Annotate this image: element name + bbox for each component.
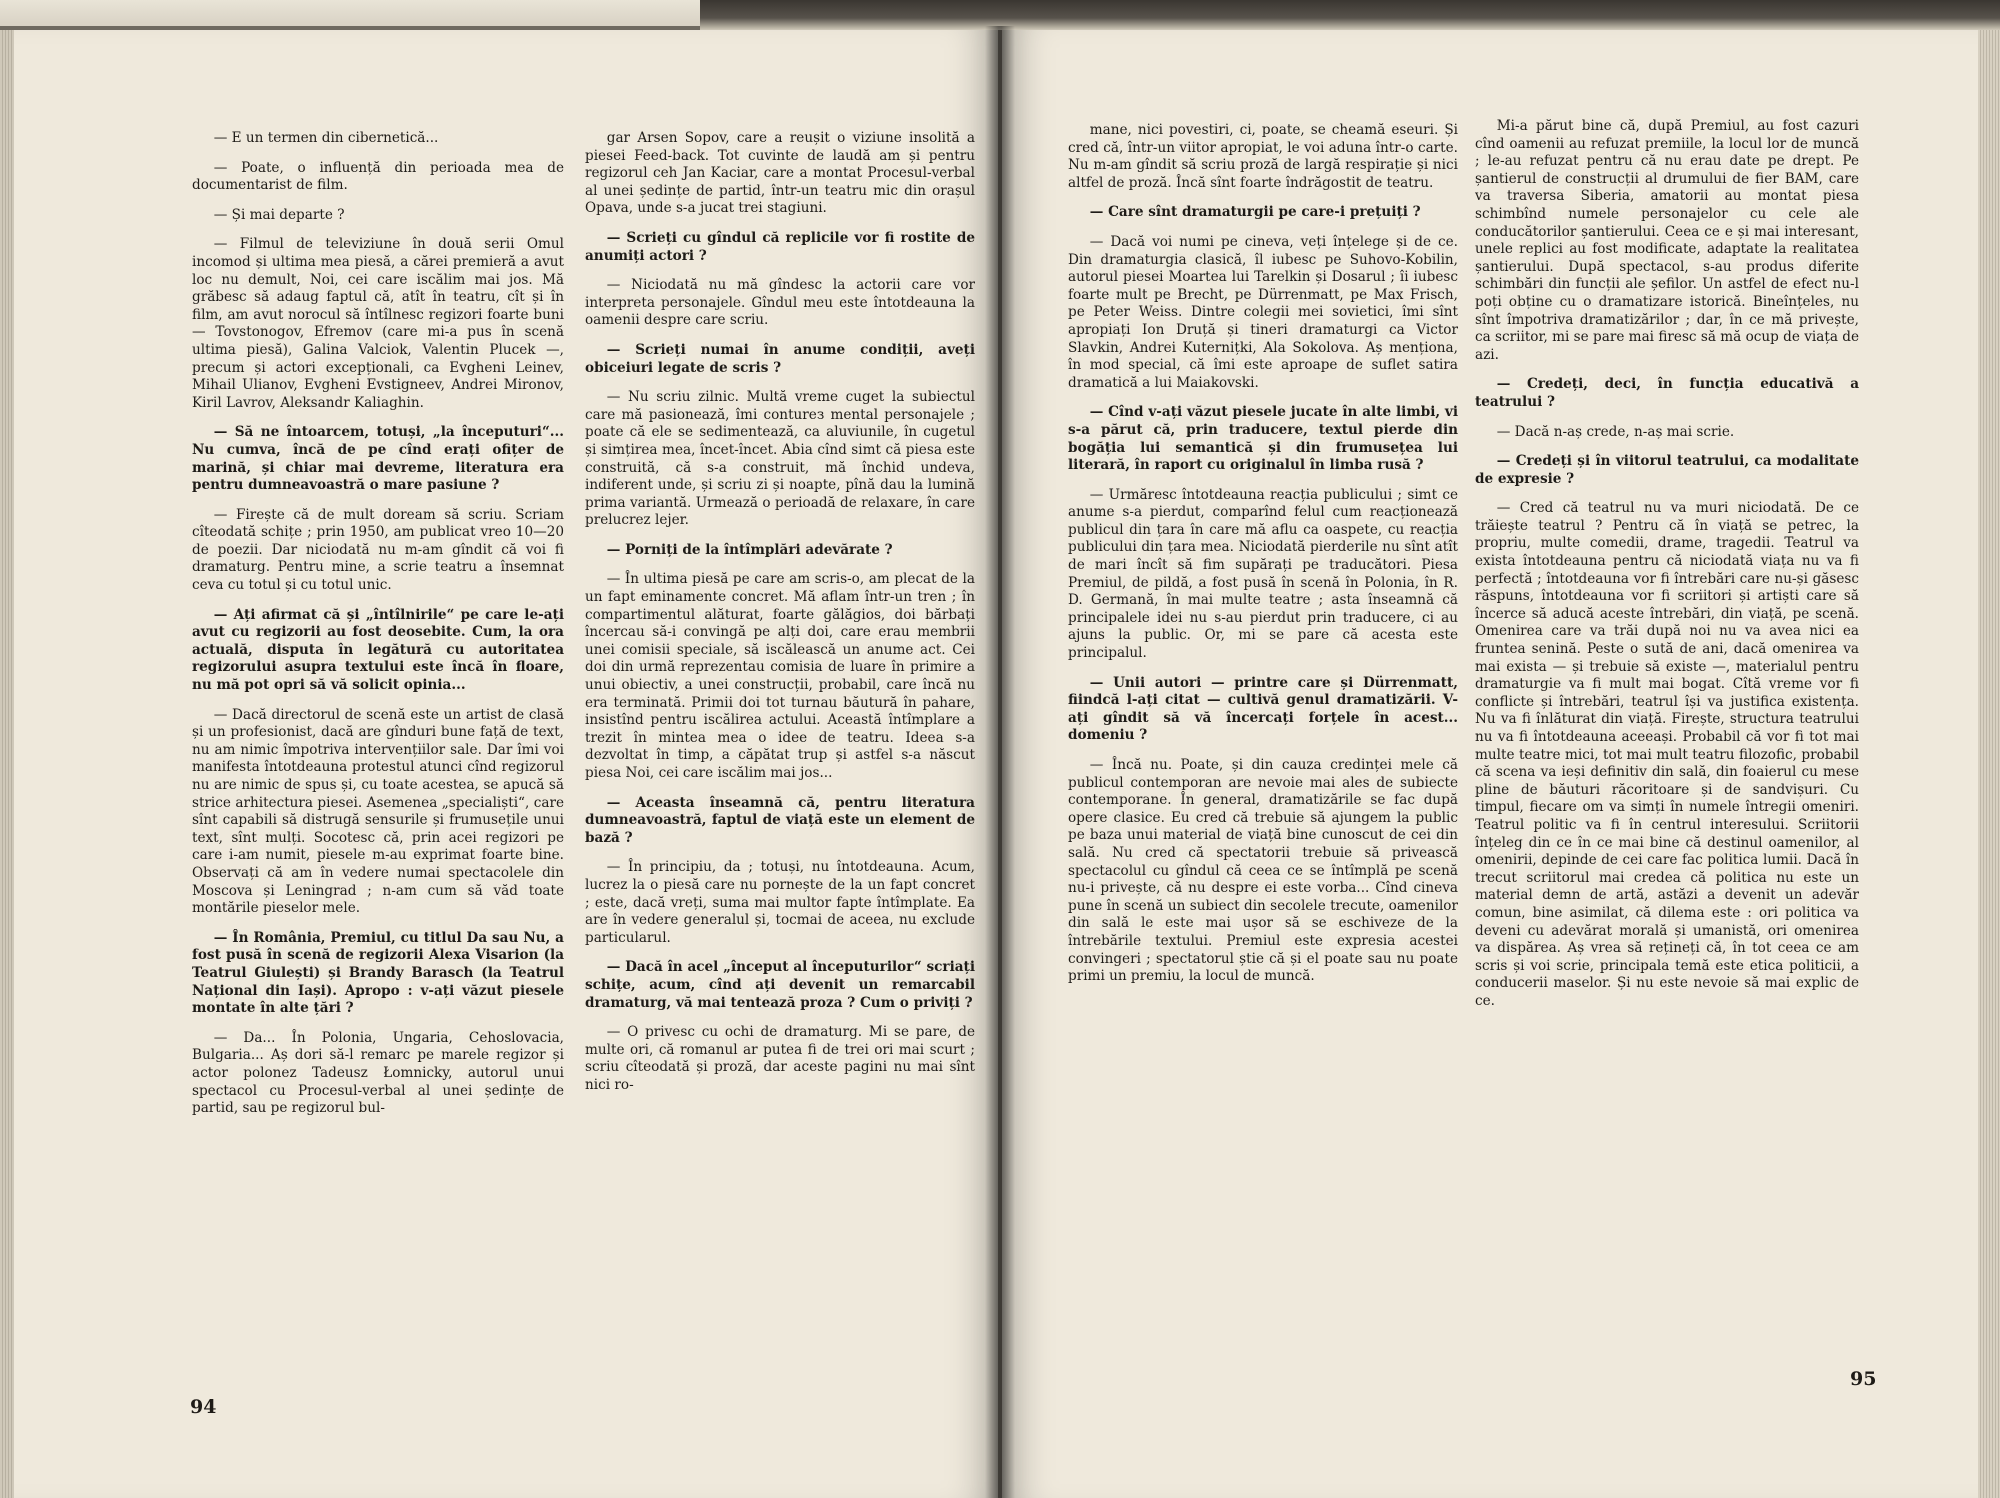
left-page <box>0 30 998 1498</box>
interview-paragraph: — O privesc cu ochi de dramaturg. Mi se pare, de multe ori, că romanul ar putea fi de trei ori mai scurt ; scriu cîteodată și proză, dar aceste pagini nu mai sînt nici ro- <box>585 1024 975 1093</box>
interview-question: — Care sînt dramaturgii pe care-i prețuiți ? <box>1089 204 1421 221</box>
interview-paragraph: — Dacă n-aș crede, n-aș mai scrie. <box>1496 423 1735 440</box>
interview-paragraph: — Dacă directorul de scenă este un artist de clasă și un profesionist, dacă are gînduri bune față de text, nu am nimic împotriva intervențiilor sale. Dar îmi voi manifesta întotdeauna protestul atunci cînd regizorul nu are nimic de spus și, cu toate acestea, se apucă să strice arhitectura piesei. Asemenea „specialiști“, care sînt capabili să distrugă sensurile și frumusețile unui text, sînt mulți. Socotesc că, prin acei regizori pe care i-am numit, piesele m-au exprimat foarte bine. Observați că am în vedere numai spectacolele din Moscova și Leningrad ; n-am cum să văd toate montările pieselor mele. <box>192 706 564 917</box>
interview-question: — Ați afirmat că și „întîlnirile“ pe care le-ați avut cu regizorii au fost deosebite. Cum, la ora actuală, disputa în legătură cu autoritatea regizorului asupra textului este încă în floare, nu mă pot opri să vă solicit opinia... <box>192 606 564 694</box>
interview-question: — Porniți de la întîmplări adevărate ? <box>606 541 893 558</box>
interview-question: — Credeți, deci, în funcția educativă a teatrului ? <box>1475 376 1859 410</box>
interview-paragraph: gar Arsen Sopov, care a reușit o viziune insolită a piesei Feed-back. Tot cuvinte de laudă am și pentru regizorul ceh Jan Kaciar, care a montat Procesul-verbal al unei ședințe de partid, într-un teatru mic din orașul Opava, unde s-a jucat trei stagiuni. <box>585 130 975 217</box>
interview-question: — Scrieți numai în anume condiții, aveți obiceiuri legate de scris ? <box>585 341 975 376</box>
article-column-4 <box>1475 118 1859 1023</box>
interview-paragraph: — Niciodată nu mă gîndesc la actorii care vor interpreta personajele. Gîndul meu este întotdeauna la oamenii despre care scriu. <box>585 277 975 329</box>
page-number-left: 94 <box>190 1396 217 1418</box>
interview-question: — Să ne întoarcem, totuși, „la începuturi“... Nu cumva, încă de pe cînd erați ofițer de marină, și chiar mai devreme, literatura era pentru dumneavoastră o mare pasiune ? <box>192 424 564 494</box>
interview-paragraph: Mi-a părut bine că, după Premiul, au fost cazuri cînd oamenii au refuzat premiile, la locul lor de muncă ; le-au refuzat pentru că nu erau date pe drept. Pe șantierul de construcții al drumului de fier BAM, care va traversa Siberia, amatorii au montat piesa schimbînd numele personajelor cu cele ale conducătorilor șantierului. Ceea ce e și mai interesant, unele replici au fost modificate, adaptate la realitatea șantierului. După spectacol, s-au produs diferite schimbări din funcții ale șefilor. Un astfel de efect nu-l poți obține cu o dramatizare istorică. Bineînțeles, nu sînt împotriva dramatizărilor ; dar, în ce mă privește, ca scriitor, mi se pare mai firesc să mă ocup de viața de azi. <box>1475 118 1859 363</box>
interview-paragraph: — Încă nu. Poate, și din cauza credinței mele că publicul contemporan are nevoie mai ales de subiecte contemporane. În general, dramatizările se fac după opere clasice. Eu cred că trebuie să ajungem la public pe baza unui material de viață bine cunoscut de cei din sală. Nu cred că spectatorii trebuie să privească spectacolul cu gîndul că ceea ce se întîmplă pe scenă nu-i privește, că nu despre ei este vorba... Cînd cineva pune în scenă un subiect din secolele trecute, oamenilor din sală le este mai ușor să se eschiveze de la întrebările textului. Premiul este expresia acestei convingeri ; spectatorul știe că și el poate sau nu poate primi un premiu, la locul de muncă. <box>1068 757 1458 985</box>
interview-paragraph: — Nu scriu zilnic. Multă vreme cuget la subiectul care mă pasionează, îmi contureз mental personajele ; poate că ele se sedimentează, ca aluviunile, în cugetul și simțirea mea, încet-încet. Abia cînd simt că piesa este construită, că s-a construit, mă închid undeva, indiferent unde, și scriu zi și noapte, pînă dau la lumină prima variantă. Urmează o perioadă de relaxare, în care prelucrez lejer. <box>585 389 975 529</box>
interview-question: — Unii autori — printre care și Dürrenmatt, fiindcă l-ați citat — cultivă genul dramatizării. V-ați gîndit să vă încercați forțele în acest... domeniu ? <box>1068 674 1458 744</box>
page-edge-right <box>1978 30 2000 1498</box>
interview-paragraph: — Poate, o influență din perioada mea de documentarist de film. <box>192 159 564 194</box>
interview-paragraph: — Firește că de mult doream să scriu. Scriam cîteodată schițe ; prin 1950, am publicat vreo 10—20 de poezii. Dar niciodată nu m-am gîndit că voi fi dramaturg. Pentru mine, a scrie teatru a însemnat ceva cu totul și cu totul unic. <box>192 506 564 594</box>
interview-paragraph: mane, nici povestiri, ci, poate, se cheamă eseuri. Și cred că, într-un viitor apropiat, le voi aduna într-o carte. Nu m-am gîndit să scriu proză de largă respirație și nici altfel de proză. Încă sînt foarte îndrăgostit de teatru. <box>1068 122 1458 191</box>
interview-paragraph: — E un termen din cibernetică... <box>213 130 439 146</box>
right-page <box>1002 30 2000 1498</box>
article-column-2 <box>585 130 975 1107</box>
interview-paragraph: — Urmăresc întotdeauna reacția publicului ; simt ce anume s-a pierdut, comparînd felul cum reacționează publicul din țara în care mă aflu ca oaspete, cu reacția publicului din țara mea. Niciodată pierderile nu sînt atît de mari încît să fim supărați pe traducători. Piesa Premiul, de pildă, a fost pusă în scenă în Polonia, în R. D. Germană, în mai multe teatre ; asta înseamnă că principalele idei nu s-au pierdut prin traducere, ci au ajuns la public. Or, mi se pare că acesta este principalul. <box>1068 486 1458 662</box>
page-edge-left <box>0 30 14 1498</box>
gutter-shadow <box>985 26 1015 1498</box>
interview-question: — Credeți și în viitorul teatrului, ca modalitate de expresie ? <box>1475 453 1859 487</box>
article-column-1 <box>192 130 564 1130</box>
interview-paragraph: — În ultima piesă pe care am scris-o, am plecat de la un fapt eminamente concret. Mă aflam într-un tren ; în compartimentul alăturat, foarte gălăgios, doi bărbați încercau să-i convingă pe alți doi, care erau membrii unei comisii speciale, să iscălească un anume act. Cei doi din urmă reprezentau comisia de luare în primire a unui obiectiv, a unei construcții, probabil, care încă nu era terminată. Primii doi tot turnau băutură în pahare, insistînd pentru iscălirea actului. Această întîmplare a trezit în mintea mea o idee de teatru. Ideea s-a dezvoltat în timp, a căpătat trup și astfel s-a născut piesa Noi, cei care iscălim mai jos... <box>585 571 975 781</box>
interview-paragraph: — Cred că teatrul nu va muri niciodată. De ce trăiește teatrul ? Pentru că în viață se petrec, la propriu, multe comedii, drame, tragedii. Teatrul va exista întotdeauna pentru că niciodată viața nu va fi perfectă ; întotdeauna vor fi întrebări care nu-și găsesc răspuns, întotdeauna vor fi scriitori și artiști care să încerce să aducă aceste întrebări, din viață, pe scenă. Omenirea care va trăi după noi nu va avea nici ea fruntea senină. Peste o sută de ani, dacă omenirea va mai exista — și trebuie să existe —, materialul pentru dramaturgie va fi mult mai bogat. Cîtă vreme vor fi conflicte și întrebări, teatrul își va justifica existența. Nu va fi înlăturat din viață. Firește, structura teatrului nu va fi întotdeauna aceeași. Probabil că vor fi tot mai multe teatre mici, tot mai mult teatru filozofic, probabil că scena va ieși definitiv din sală, din foaierul cu mese pline de băuturi răcoritoare și de sandvișuri. Cu timpul, fiecare om va simți în numele întregii omeniri. Teatrul politic va fi în centrul interesului. Scriitorii înțeleg din ce în ce mai bine că destinul oamenilor, al omenirii, depinde de cei care fac politica lumii. Dacă în trecut scriitorul mai credea că politica nu este un material demn de artă, astăzi a devenit un adevăr comun, bine asimilat, că dilema este : ori politica va deveni cu adevărat morală și umanistă, ori omenirea va dispărea. Aș vrea să rețineți că, în tot ceea ce am scris și voi scrie, principala temă este etica politicii, a conducerii maselor. Și nu este nevoie să mai explic de ce. <box>1475 500 1859 1009</box>
interview-paragraph: — Dacă voi numi pe cineva, veți înțelege și de ce. Din dramaturgia clasică, îl iubesc pe Suhovo-Kobilin, autorul piesei Moartea lui Tarelkin și Dosarul ; îi iubesc foarte mult pe Brecht, pe Dürrenmatt, pe Max Frisch, pe Peter Weiss. Dintre colegii mei sovietici, îmi sînt apropiați Ion Druță și tineri dramaturgi ca Victor Slavkin, Andrei Kuternițki, Ala Sokolova. Aș menționa, în mod special, că îmi este aproape de suflet satira dramatică a lui Maiakovski. <box>1068 233 1458 391</box>
interview-question: — Dacă în acel „început al începuturilor“ scriați schițe, acum, cînd ați devenit un remarcabil dramaturg, vă mai tentează proza ? Cum o priviți ? <box>585 959 975 1011</box>
page-number-right: 95 <box>1850 1368 1877 1390</box>
binding-shadow <box>700 0 2000 30</box>
interview-question: — Cînd v-ați văzut piesele jucate în alte limbi, vi s-a părut că, prin traducere, textul pierde din bogăția lui semantică și din frumusețea lui literară, în raport cu originalul în limba rusă ? <box>1068 404 1458 474</box>
interview-paragraph: — Și mai departe ? <box>213 206 345 223</box>
interview-paragraph: — Filmul de televiziune în două serii Omul incomod și ultima mea piesă, a cărei premieră a avut loc nu demult, Noi, cei care iscălim mai jos. Mă grăbesc să adaug faptul că, atît în teatru, cît și în film, am avut norocul să întîlnesc regizori foarte buni — Tovstonogov, Efremov (care mi-a pus în scenă ultima piesă), Galina Valciok, Valentin Plucek —, precum și actori excepționali, ca Evgheni Leinev, Mihail Ulianov, Evgheni Evstigneev, Andrei Mironov, Kiril Lavrov, Aleksandr Kaliaghin. <box>192 236 564 411</box>
interview-question: — Scrieți cu gîndul că replicile vor fi rostite de anumiți actori ? <box>585 229 975 264</box>
interview-paragraph: — Da... În Polonia, Ungaria, Cehoslovacia, Bulgaria... Aș dori să-l remarc pe marele regizor și actor polonez Tadeusz Łomnicky, autorul unui spectacol cu Procesul-verbal al unei ședințe de partid, sau pe regizorul bul- <box>192 1029 564 1117</box>
interview-paragraph: — În principiu, da ; totuși, nu întotdeauna. Acum, lucrez la o piesă care nu pornește de la un fapt concret ; este, dacă vreți, suma mai multor fapte întîmplate. Ea are în vedere generalul și, tocmai de aceea, nu exclude particularul. <box>585 859 975 946</box>
interview-question: — Aceasta înseamnă că, pentru literatura dumneavoastră, faptul de viață este un element de bază ? <box>585 794 975 846</box>
interview-question: — În România, Premiul, cu titlul Da sau Nu, a fost pusă în scenă de regizorii Alexa Visarion (la Teatrul Giulești) și Brandy Barasch (la Teatrul Național din Iași). Apropo : v-ați văzut piesele montate în alte țări ? <box>192 929 564 1017</box>
article-column-3 <box>1068 122 1458 998</box>
